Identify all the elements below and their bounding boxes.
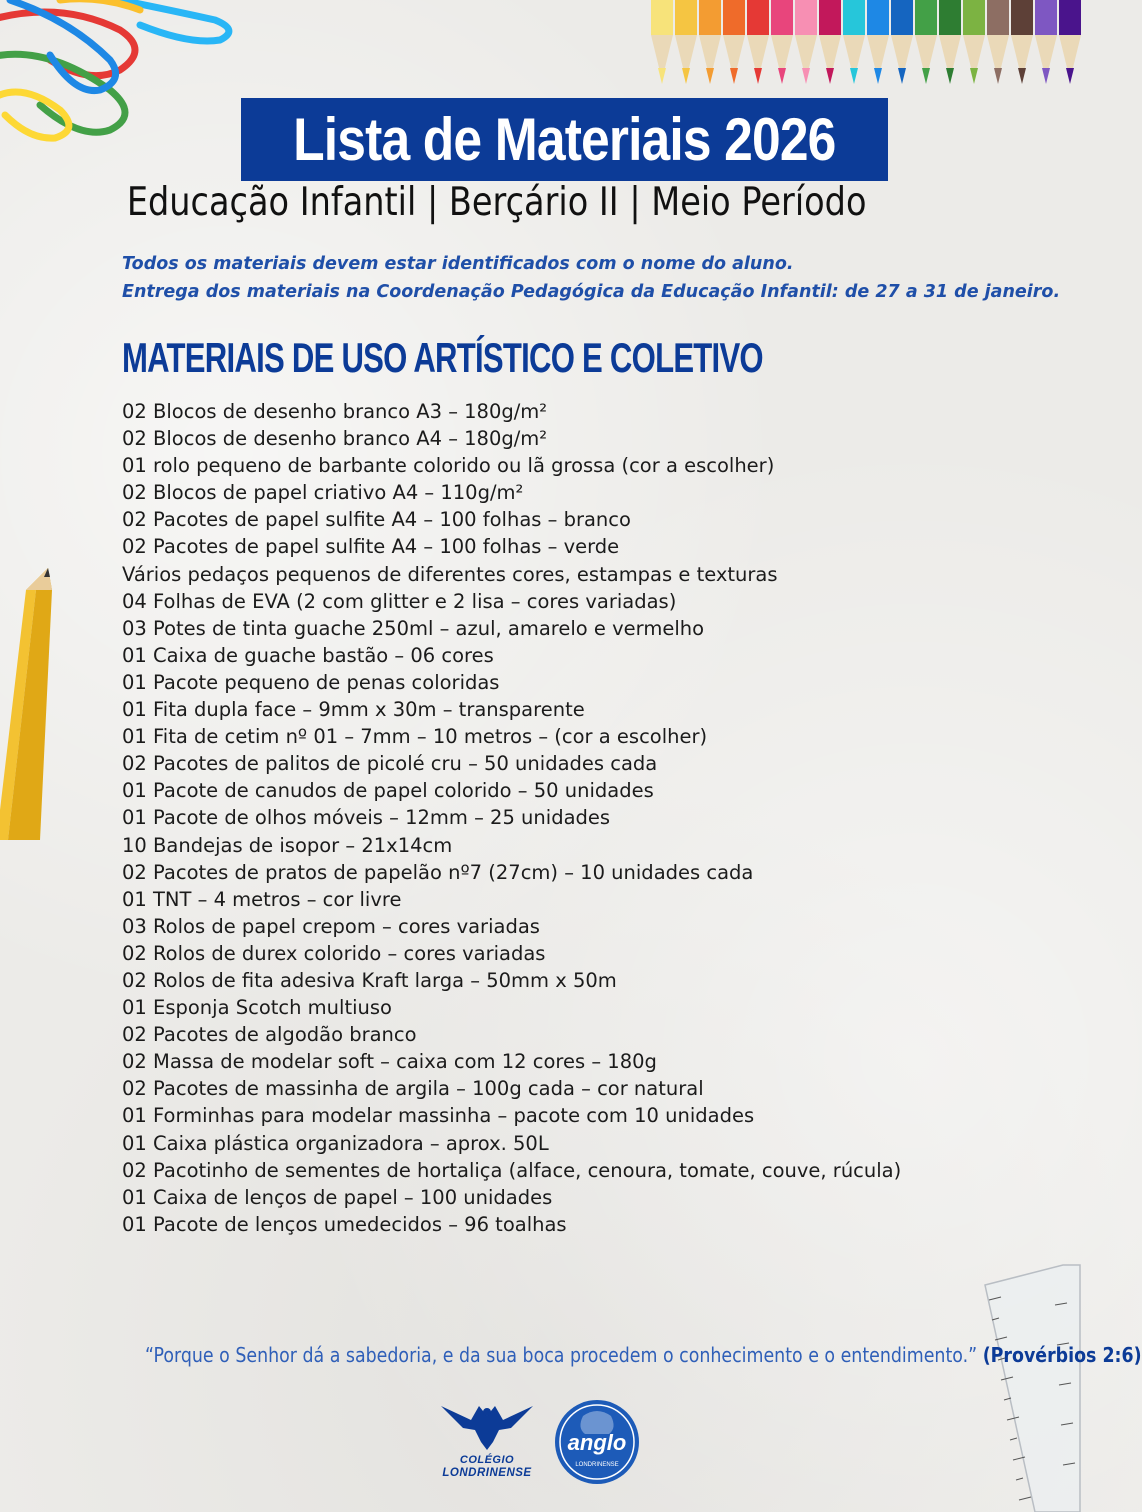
notice-delivery: Entrega dos materiais na Coordenação Pedagógica da Educação Infantil: de 27 a 31 de janeiro. xyxy=(122,282,1061,302)
list-item: 03 Potes de tinta guache 250ml – azul, amarelo e vermelho xyxy=(122,616,705,640)
colegio-logo-line2: LONDRINENSE xyxy=(442,1467,532,1479)
list-item: 03 Rolos de papel crepom – cores variadas xyxy=(122,914,540,938)
list-item: 10 Bandejas de isopor – 21x14cm xyxy=(122,833,453,857)
list-item: 02 Blocos de desenho branco A3 – 180g/m² xyxy=(122,400,548,423)
pencil-tip xyxy=(682,68,690,84)
pencil-body xyxy=(1059,0,1081,35)
ruler-decoration xyxy=(975,1265,1080,1512)
list-item: 01 Pacote pequeno de penas coloridas xyxy=(122,670,500,694)
list-item: 02 Pacotinho de sementes de hortaliça (alface, cenoura, tomate, couve, rúcula) xyxy=(122,1158,902,1182)
pencil-tip xyxy=(802,68,810,84)
page-title: Lista de Materiais 2026 xyxy=(293,106,836,173)
list-item: 02 Massa de modelar soft – caixa com 12 cores – 180g xyxy=(122,1050,657,1074)
list-item: 04 Folhas de EVA (2 com glitter e 2 lisa – cores variadas) xyxy=(122,589,677,613)
list-item: Vários pedaços pequenos de diferentes cores, estampas e texturas xyxy=(122,562,778,586)
title-banner xyxy=(241,98,888,181)
colegio-londrinense-logo xyxy=(432,1402,542,1482)
pencil-tip xyxy=(850,68,858,84)
pencil-body xyxy=(915,0,937,35)
list-item: 02 Pacotes de papel sulfite A4 – 100 folhas – verde xyxy=(122,535,620,559)
pencil-body xyxy=(867,0,889,35)
pencil-tip xyxy=(658,68,666,84)
pencil-tip xyxy=(826,68,834,84)
pencil-body xyxy=(987,0,1009,35)
pencil-body xyxy=(651,0,673,35)
list-item: 01 Fita dupla face – 9mm x 30m – transparente xyxy=(122,698,585,722)
pencil-tip xyxy=(1018,68,1026,84)
list-item: 02 Pacotes de massinha de argila – 100g cada – cor natural xyxy=(122,1077,704,1101)
section-title: MATERIAIS DE USO ARTÍSTICO E COLETIVO xyxy=(122,334,763,381)
pencil-body xyxy=(819,0,841,35)
paper-clips-decoration xyxy=(0,0,240,150)
list-item: 01 Caixa de guache bastão – 06 cores xyxy=(122,643,494,667)
pencil-tip xyxy=(922,68,930,84)
colegio-logo-line1: COLÉGIO xyxy=(459,1454,515,1466)
list-item: 01 Pacote de lenços umedecidos – 96 toalhas xyxy=(122,1212,567,1236)
pencil-body xyxy=(891,0,913,35)
list-item: 02 Blocos de papel criativo A4 – 110g/m² xyxy=(122,481,524,505)
pencil-body xyxy=(843,0,865,35)
pencil-tip xyxy=(946,68,954,84)
list-item: 01 Pacote de canudos de papel colorido – 50 unidades xyxy=(122,779,654,803)
eagle-icon xyxy=(441,1402,533,1450)
pencil-body xyxy=(963,0,985,35)
list-item: 02 Rolos de fita adesiva Kraft larga – 50mm x 50m xyxy=(122,968,617,992)
anglo-logo xyxy=(553,1398,641,1486)
pencil-body xyxy=(939,0,961,35)
list-item: 01 Pacote de olhos móveis – 12mm – 25 unidades xyxy=(122,806,611,830)
pencil-body xyxy=(747,0,769,35)
pencil-tip xyxy=(874,68,882,84)
pencil-body xyxy=(1011,0,1033,35)
pencil-tip xyxy=(754,68,762,84)
pencil-decoration xyxy=(0,560,60,840)
anglo-logo-text: anglo xyxy=(567,1430,627,1455)
pencil-body xyxy=(771,0,793,35)
pencil-tip xyxy=(898,68,906,84)
pencil-tip xyxy=(730,68,738,84)
pencil-body xyxy=(699,0,721,35)
bible-quote xyxy=(145,1343,1142,1367)
list-item: 01 Forminhas para modelar massinha – pacote com 10 unidades xyxy=(122,1104,755,1128)
page-subtitle: Educação Infantil | Berçário II | Meio Período xyxy=(126,180,867,225)
notice-identification: Todos os materiais devem estar identificados com o nome do aluno. xyxy=(122,254,794,274)
list-item: 01 Fita de cetim nº 01 – 7mm – 10 metros – (cor a escolher) xyxy=(122,725,708,749)
pencil-tip xyxy=(994,68,1002,84)
list-item: 02 Rolos de durex colorido – cores variadas xyxy=(122,941,546,965)
pencil-body xyxy=(723,0,745,35)
quote-reference: (Provérbios 2:6) xyxy=(982,1343,1142,1367)
list-item: 02 Pacotes de papel sulfite A4 – 100 folhas – branco xyxy=(122,508,631,532)
list-item: 01 Caixa plástica organizadora – aprox. 50L xyxy=(122,1131,549,1155)
list-item: 01 rolo pequeno de barbante colorido ou lã grossa (cor a escolher) xyxy=(122,454,775,478)
anglo-logo-subtext: LONDRINENSE xyxy=(575,1462,619,1468)
colored-pencils-decoration xyxy=(650,0,1080,95)
list-item: 02 Blocos de desenho branco A4 – 180g/m² xyxy=(122,427,548,451)
pencil-tip xyxy=(706,68,714,84)
list-item: 01 Caixa de lenços de papel – 100 unidades xyxy=(122,1185,553,1209)
materials-list xyxy=(122,398,901,1238)
pencil-tip xyxy=(1042,68,1050,84)
pencil-tip xyxy=(1066,68,1074,84)
list-item: 02 Pacotes de pratos de papelão nº7 (27cm) – 10 unidades cada xyxy=(122,860,754,884)
pencil-body xyxy=(795,0,817,35)
pencil-body xyxy=(675,0,697,35)
pencil-tip xyxy=(970,68,978,84)
list-item: 01 Esponja Scotch multiuso xyxy=(122,996,392,1020)
list-item: 02 Pacotes de algodão branco xyxy=(122,1023,417,1047)
pencil-tip xyxy=(778,68,786,84)
list-item: 02 Pacotes de palitos de picolé cru – 50 unidades cada xyxy=(122,752,658,776)
pencil-body xyxy=(1035,0,1057,35)
list-item: 01 TNT – 4 metros – cor livre xyxy=(122,887,402,911)
quote-text: “Porque o Senhor dá a sabedoria, e da sua boca procedem o conhecimento e o entendimento.” xyxy=(145,1343,978,1367)
